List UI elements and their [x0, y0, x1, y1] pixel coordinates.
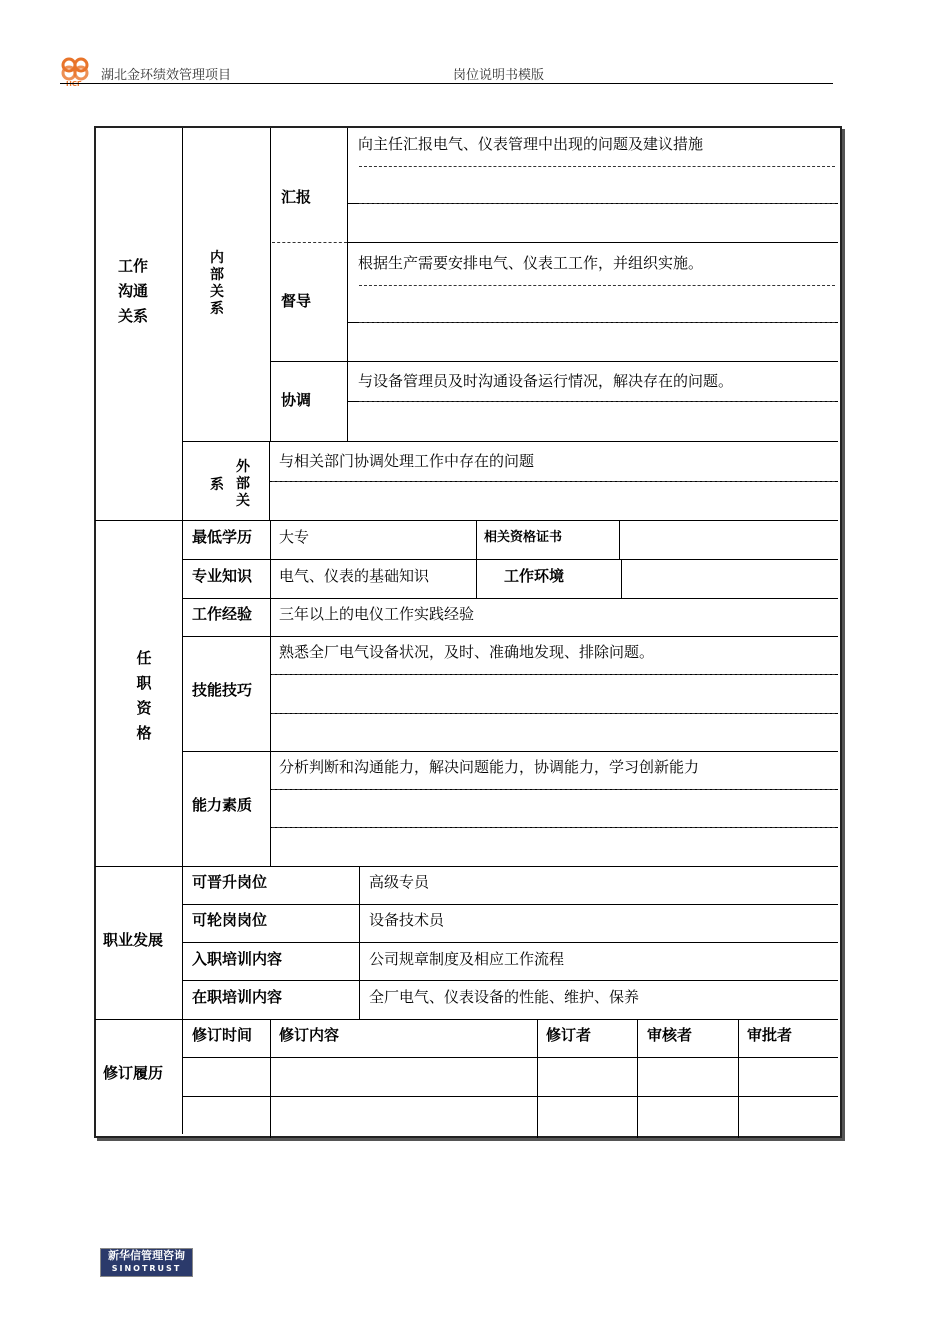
external-relations-label-b: 系 — [210, 477, 224, 493]
communication-section-label: 工作沟通关系 — [118, 257, 149, 325]
supervise-sep — [271, 361, 838, 362]
revision-col-approver: 审批者 — [747, 1026, 793, 1044]
internal-sep — [183, 441, 838, 442]
project-title: 湖北金环绩效管理项目 — [101, 68, 232, 83]
know-col-line-a — [476, 559, 477, 598]
qual-col-line — [270, 521, 271, 636]
rotation-value: 设备技术员 — [369, 911, 445, 929]
col-line-2 — [270, 128, 271, 442]
rev-col-line — [637, 1020, 638, 1138]
qual-row-sep — [183, 598, 838, 599]
experience-value: 三年以上的电仪工作实践经验 — [279, 605, 475, 623]
rev-col-line — [270, 1020, 271, 1138]
dash-line — [272, 827, 835, 828]
dash-line — [359, 166, 835, 167]
career-col-line — [359, 867, 360, 1019]
experience-label: 工作经验 — [192, 605, 253, 623]
report-text: 向主任汇报电气、仪表管理中出现的问题及建议措施 — [358, 135, 704, 153]
revision-col-reviewer: 审核者 — [647, 1026, 693, 1044]
job-description-table — [94, 126, 842, 1138]
sinotrust-logo — [100, 1248, 193, 1277]
rev-col-line — [738, 1020, 739, 1138]
qual-row-sep — [183, 751, 838, 752]
coordinate-label: 协调 — [281, 391, 312, 409]
dash-line — [272, 481, 835, 482]
dash-line — [359, 203, 835, 204]
col-line-1 — [182, 128, 183, 1134]
education-value: 大专 — [279, 528, 310, 546]
report-sep — [347, 242, 838, 243]
career-row-sep — [183, 904, 838, 905]
knowledge-label: 专业知识 — [192, 567, 253, 585]
revision-col-reviser: 修订者 — [546, 1026, 592, 1044]
rev-row-sep — [183, 1096, 838, 1097]
skills-col-line — [270, 636, 271, 866]
supervise-label: 督导 — [281, 292, 312, 310]
report-sep-dashed — [272, 242, 347, 243]
sinotrust-logo-cn: 新华信管理咨询 — [108, 1249, 185, 1262]
revision-col-content: 修订内容 — [279, 1026, 340, 1044]
hcf-logo-text: HCF — [66, 80, 82, 88]
section-sep-2 — [95, 866, 838, 867]
promotion-label: 可晋升岗位 — [192, 873, 268, 891]
career-row-sep — [183, 980, 838, 981]
external-relations-label-a: 外部关 — [236, 459, 250, 509]
qual-row-sep — [183, 559, 838, 560]
dash-line — [359, 401, 835, 402]
revision-section-label: 修订履历 — [103, 1064, 164, 1082]
onboarding-training-label: 入职培训内容 — [192, 950, 283, 968]
onboarding-training-value: 公司规章制度及相应工作流程 — [369, 950, 565, 968]
onjob-training-value: 全厂电气、仪表设备的性能、维护、保养 — [369, 988, 640, 1006]
rotation-label: 可轮岗岗位 — [192, 911, 268, 929]
dash-line — [272, 713, 835, 714]
dash-line — [359, 322, 835, 323]
external-text: 与相关部门协调处理工作中存在的问题 — [279, 452, 535, 470]
edu-col-line-a — [476, 521, 477, 559]
education-label: 最低学历 — [192, 528, 253, 546]
know-col-line-b — [621, 559, 622, 598]
environment-label: 工作环境 — [504, 567, 565, 585]
dash-line — [359, 285, 835, 286]
supervise-text: 根据生产需要安排电气、仪表工工作，并组织实施。 — [358, 254, 704, 272]
internal-relations-label: 内部关系 — [210, 250, 224, 317]
onjob-training-label: 在职培训内容 — [192, 988, 283, 1006]
knowledge-value: 电气、仪表的基础知识 — [279, 567, 430, 585]
header-rule — [60, 83, 833, 84]
qual-row-sep — [183, 636, 838, 637]
career-row-sep — [183, 942, 838, 943]
skills-label: 技能技巧 — [192, 681, 253, 699]
revision-col-date: 修订时间 — [192, 1026, 253, 1044]
qualification-section-label: 任职资格 — [136, 649, 152, 742]
rev-col-line — [537, 1020, 538, 1138]
rev-row-sep — [183, 1057, 838, 1058]
skills-value: 熟悉全厂电气设备状况，及时、准确地发现、排除问题。 — [279, 643, 655, 661]
sinotrust-logo-en: SINOTRUST — [111, 1264, 182, 1273]
dash-line — [272, 789, 835, 790]
document-title: 岗位说明书模版 — [453, 68, 545, 83]
report-label: 汇报 — [281, 188, 312, 206]
col-line-3 — [347, 128, 348, 442]
certificate-label: 相关资格证书 — [484, 530, 563, 545]
edu-col-line-b — [619, 521, 620, 559]
career-section-label: 职业发展 — [103, 931, 164, 949]
section-sep-1 — [95, 520, 838, 521]
promotion-value: 高级专员 — [369, 873, 430, 891]
ability-value: 分析判断和沟通能力，解决问题能力，协调能力，学习创新能力 — [279, 758, 700, 776]
ability-label: 能力素质 — [192, 796, 253, 814]
dash-line — [272, 674, 835, 675]
coordinate-text: 与设备管理员及时沟通设备运行情况，解决存在的问题。 — [358, 372, 734, 390]
section-sep-3 — [95, 1019, 838, 1020]
